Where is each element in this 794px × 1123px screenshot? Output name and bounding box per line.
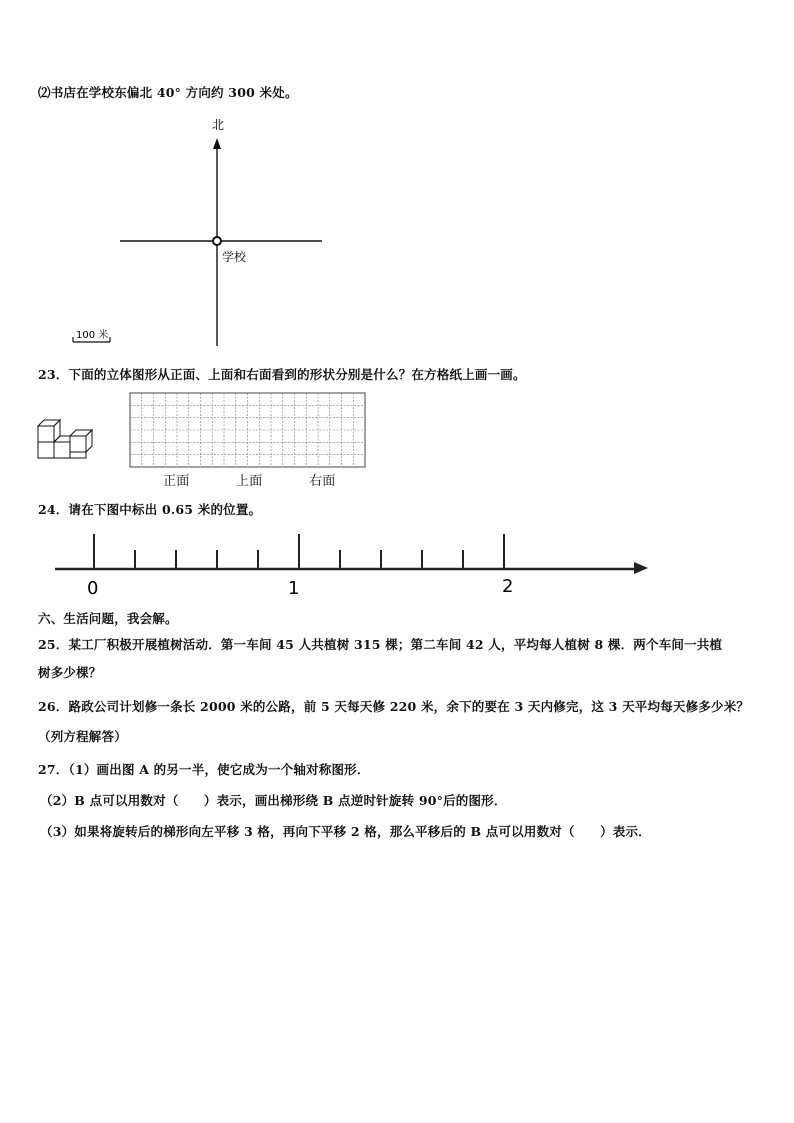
label-front: 正面 (163, 474, 190, 489)
q26-line1: 26．路政公司计划修一条长 2000 米的公路，前 5 天每天修 220 米，余下的要在 3 天内修完，这 3 天平均每天修多少米？ (38, 699, 750, 714)
q27-line2: （2）B 点可以用数对（ ）表示，画出梯形绕 B 点逆时针旋转 90°后的图形． (40, 793, 507, 808)
label-right: 右面 (309, 474, 336, 489)
tick-label-0: 0 (87, 578, 99, 599)
tick-label-2: 2 (502, 576, 514, 597)
grid-paper (129, 392, 369, 470)
q27-line1: 27．（1）画出图 A 的另一半，使它成为一个轴对称图形． (38, 762, 370, 777)
q27-line3: （3）如果将旋转后的梯形向左平移 3 格，再向下平移 2 格，那么平移后的 B 点可以用数对（ ）表示． (40, 824, 651, 839)
north-label: 北 (212, 118, 225, 132)
label-top: 上面 (236, 474, 263, 489)
tick-label-1: 1 (288, 578, 300, 599)
cube-figure (36, 414, 96, 464)
q25-line2: 树多少棵？ (38, 665, 102, 680)
q22-part2-text: ⑵书店在学校东偏北 40° 方向约 300 米处。 (38, 85, 298, 100)
q24-text: 24．请在下图中标出 0.65 米的位置。 (38, 502, 262, 517)
school-label: 学校 (222, 250, 247, 264)
q26-line2: （列方程解答） (38, 729, 127, 744)
number-line (0, 528, 794, 608)
q25-line1: 25．某工厂积极开展植树活动．第一车间 45 人共植树 315 棵；第二车间 42 人，平均每人植树 8 棵．两个车间一共植 (38, 637, 723, 652)
arrow-head-icon (634, 562, 648, 574)
section6-heading: 六、生活问题，我会解。 (38, 611, 178, 626)
north-arrow-icon (213, 138, 221, 149)
scale-label: 100 米 (76, 330, 109, 341)
school-point (213, 237, 221, 245)
q23-text: 23．下面的立体图形从正面、上面和右面看到的形状分别是什么？在方格纸上画一画。 (38, 367, 526, 382)
